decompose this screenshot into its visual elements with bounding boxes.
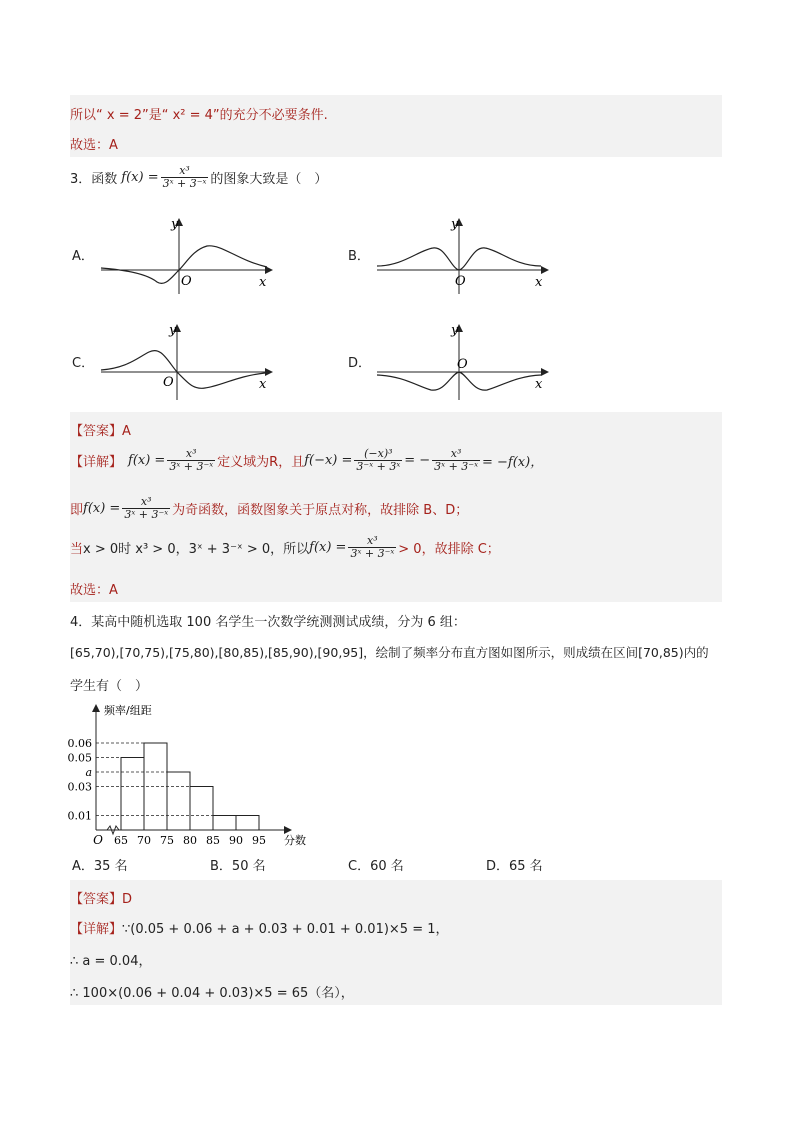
q3-b-x-label: x — [535, 275, 543, 290]
q3-option-b-label[interactable]: B． — [348, 249, 370, 264]
q3-a-y-label: y — [171, 217, 179, 232]
x-tick-label: 70 — [137, 834, 151, 847]
q3-func: f(x) = — [121, 170, 159, 185]
q3-d2-num: x³ — [122, 496, 170, 509]
q3-option-c-label[interactable]: C． — [72, 356, 95, 371]
q3-d2-func: f(x) = — [83, 501, 121, 516]
q3-d1-fneg: f(−x) = — [304, 453, 353, 468]
q3-d1-eqneg: = − — [404, 453, 431, 468]
q4-choice-b[interactable]: B．50 名 — [210, 859, 266, 874]
q3-d-y-label: y — [451, 323, 459, 338]
q3-detail-tag: 【详解】 — [70, 455, 123, 470]
q3-d3-cond: x > 0时 x³ > 0，3ˣ + 3⁻ˣ > 0，所以 — [83, 542, 310, 557]
q3-suffix: 的图象大致是（ ） — [210, 172, 328, 187]
q3-d3-num: x³ — [348, 535, 396, 548]
q4-stem-2: [65,70),[70,75),[75,80),[80,85),[85,90),[90,95]，绘制了频率分布直方图如图所示，则成绩在区间[70,85)内的 — [70, 645, 709, 660]
y-axis-arrow — [92, 704, 100, 712]
q4-detail-line-1 — [70, 918, 449, 937]
q3-choose: 故选：A — [70, 583, 118, 598]
q3-option-d-label[interactable]: D． — [348, 356, 372, 371]
q3-d-x-label: x — [535, 377, 543, 392]
y-tick-label: a — [85, 766, 92, 779]
q4-d3: ∴ 100×(0.06 + 0.04 + 0.03)×5 = 65（名）， — [70, 986, 354, 1001]
q3-a-x-label: x — [259, 275, 267, 290]
x-tick-label: 90 — [229, 834, 243, 847]
x-tick-label: 80 — [183, 834, 197, 847]
q4-stem-3: 学生有（ ） — [70, 679, 149, 694]
q3-d1-domain: 定义域为R，且 — [217, 455, 305, 470]
q3-b-y-label: y — [451, 217, 459, 232]
x-axis-arrow — [284, 826, 292, 834]
q3-graph-a[interactable] — [97, 214, 277, 296]
histogram-bar — [236, 816, 259, 831]
q3-stem — [70, 165, 327, 190]
q3-d1-num3: x³ — [432, 448, 480, 461]
q3-d2-den: 3ˣ + 3⁻ˣ — [124, 508, 169, 521]
q3-c-y-label: y — [169, 323, 177, 338]
q3-d3-den: 3ˣ + 3⁻ˣ — [350, 547, 395, 560]
x-axis-title: 分数 — [284, 834, 306, 847]
q3-b-origin: O — [455, 274, 466, 289]
histogram-bar — [121, 758, 144, 831]
q3-graph-b[interactable] — [373, 214, 553, 296]
origin-label: O — [93, 833, 103, 847]
q4-answer: D — [122, 892, 133, 907]
q3-d3-func: f(x) = — [309, 540, 347, 555]
q4-detail-tag: 【详解】 — [70, 922, 123, 937]
q2-conclusion: 所以“ x = 2”是“ x² = 4”的充分不必要条件. — [70, 108, 328, 123]
q3-graph-c[interactable] — [97, 320, 277, 402]
q4-d2: ∴ a = 0.04， — [70, 954, 152, 969]
x-tick-label: 85 — [206, 834, 220, 847]
q3-d1-end: = −f(x)， — [482, 455, 544, 470]
q2-choose: 故选：A — [70, 138, 118, 153]
q3-fraction — [161, 165, 209, 190]
x-tick-label: 75 — [160, 834, 174, 847]
q3-d3-end: > 0，故排除 C； — [398, 542, 500, 557]
q3-answer-tag: 【答案】 — [70, 424, 123, 439]
q3-d3-frac — [348, 535, 396, 560]
histogram-bar — [213, 816, 236, 831]
q3-prefix: 3．函数 — [70, 172, 118, 187]
q3-detail-line-2 — [70, 496, 468, 521]
q3-d2-frac — [122, 496, 170, 521]
q4-answer-line — [70, 888, 132, 907]
x-tick-label: 65 — [114, 834, 128, 847]
histogram-bar — [190, 787, 213, 831]
q3-a-origin: O — [181, 274, 192, 289]
q4-choice-a[interactable]: A．35 名 — [72, 859, 128, 874]
q3-d3-prefix: 当 — [70, 542, 84, 557]
x-tick-label: 95 — [252, 834, 266, 847]
frequency-histogram — [67, 700, 326, 847]
q4-d1: ∵(0.05 + 0.06 + a + 0.03 + 0.01 + 0.01)×5 = 1， — [122, 922, 449, 937]
y-tick-label: 0.03 — [67, 780, 92, 794]
q4-stem-1: 4．某高中随机选取 100 名学生一次数学统测测试成绩，分为 6 组： — [70, 615, 466, 630]
q3-num: x³ — [161, 165, 209, 178]
q3-option-a-label[interactable]: A． — [72, 249, 94, 264]
q3-graph-d[interactable] — [373, 320, 553, 402]
q3-den: 3ˣ + 3⁻ˣ — [162, 177, 207, 190]
q3-d1-den3: 3ˣ + 3⁻ˣ — [434, 460, 478, 473]
q3-d1-num2: (−x)³ — [354, 448, 402, 461]
q3-c-x-label: x — [259, 377, 267, 392]
q4-answer-tag: 【答案】 — [70, 892, 123, 907]
histogram-bar — [167, 772, 190, 830]
q3-d1-den: 3ˣ + 3⁻ˣ — [169, 460, 214, 473]
q3-answer-line — [70, 420, 131, 439]
y-tick-label: 0.01 — [67, 809, 92, 823]
q3-d1-frac — [167, 448, 215, 473]
q3-c-origin: O — [163, 375, 174, 390]
q3-d1-func: f(x) = — [128, 453, 166, 468]
q3-d1-num: x³ — [167, 448, 215, 461]
q3-detail-line-1 — [70, 448, 543, 473]
q3-d1-frac2 — [354, 448, 402, 473]
y-tick-label: 0.06 — [67, 737, 92, 750]
q3-d2-text: 为奇函数，函数图象关于原点对称，故排除 B、D； — [172, 503, 469, 518]
q3-d2-prefix: 即 — [70, 503, 84, 518]
q3-detail-line-3 — [70, 535, 500, 560]
q3-d1-frac3 — [432, 448, 480, 473]
y-axis-title: 频率/组距 — [104, 704, 152, 717]
q4-choice-d[interactable]: D．65 名 — [486, 859, 543, 874]
y-tick-label: 0.05 — [67, 751, 92, 765]
q3-d1-den2: 3⁻ˣ + 3ˣ — [356, 460, 401, 473]
q3-answer: A — [122, 424, 131, 439]
q4-choice-c[interactable]: C．60 名 — [348, 859, 404, 874]
q3-d-origin: O — [457, 357, 468, 372]
